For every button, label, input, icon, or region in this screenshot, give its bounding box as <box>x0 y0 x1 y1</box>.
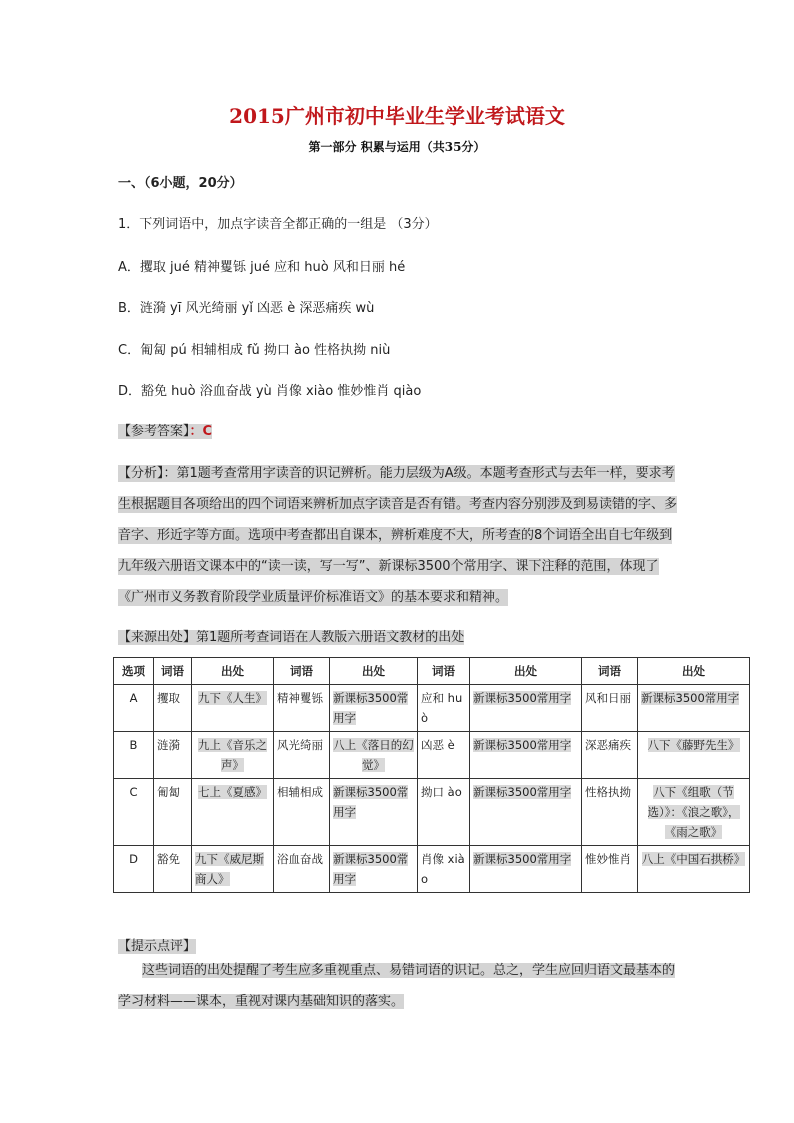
table-cell <box>638 846 750 893</box>
table-row <box>114 732 750 779</box>
part-subtitle: 第一部分 积累与运用（共35分） <box>308 140 486 154</box>
table-cell <box>470 779 582 846</box>
cell-text: 新课标3500常用字 <box>333 691 409 725</box>
cell-text: 七上《夏感》 <box>198 785 267 799</box>
option-c: C．匍匐 pú 相辅相成 fǔ 拗口 ào 性格执拗 niù <box>118 343 391 358</box>
option-b: B．涟漪 yī 风光绮丽 yǐ 凶恶 è 深恶痛疾 wù <box>118 301 375 316</box>
table-cell: 风和日丽 <box>582 685 638 732</box>
source-label: 【来源出处】第1题所考查词语在人教版六册语文教材的出处 <box>118 630 465 645</box>
table-cell: 惟妙惟肖 <box>582 846 638 893</box>
source-table <box>113 657 750 893</box>
table-cell <box>638 779 750 846</box>
table-header: 出处 <box>470 658 582 685</box>
reference-answer <box>118 420 212 439</box>
table-header: 出处 <box>638 658 750 685</box>
table-cell: 涟漪 <box>154 732 192 779</box>
table-header: 词语 <box>154 658 192 685</box>
table-cell: 精神矍铄 <box>274 685 330 732</box>
table-cell <box>192 779 274 846</box>
table-cell: 相辅相成 <box>274 779 330 846</box>
table-cell <box>330 779 418 846</box>
answer-label: 【参考答案】 <box>118 424 190 439</box>
table-cell: 拗口 ào <box>418 779 470 846</box>
table-header-row <box>114 658 750 685</box>
table-row <box>114 685 750 732</box>
table-cell: D <box>114 846 154 893</box>
cell-text: 九下《人生》 <box>198 691 267 705</box>
answer-value: ：C <box>189 424 213 439</box>
table-cell <box>192 732 274 779</box>
cell-text: 新课标3500常用字 <box>333 852 409 886</box>
table-cell <box>470 685 582 732</box>
table-cell <box>330 732 418 779</box>
table-header: 出处 <box>330 658 418 685</box>
cell-text: 八上《中国石拱桥》 <box>641 852 746 866</box>
table-cell: A <box>114 685 154 732</box>
cell-text: 九上《音乐之声》 <box>198 738 267 772</box>
cell-text: 新课标3500常用字 <box>473 738 572 752</box>
table-cell: 深恶痛疾 <box>582 732 638 779</box>
table-cell <box>470 732 582 779</box>
table-cell <box>638 685 750 732</box>
cell-text: 新课标3500常用字 <box>473 691 572 705</box>
analysis-paragraph <box>118 458 678 613</box>
table-cell: C <box>114 779 154 846</box>
section-heading: 一、（6小题，20分） <box>118 176 243 191</box>
table-cell: 风光绮丽 <box>274 732 330 779</box>
table-header: 词语 <box>274 658 330 685</box>
table-cell <box>192 685 274 732</box>
question-1: 1．下列词语中，加点字读音全都正确的一组是 （3分） <box>118 217 438 232</box>
table-cell: 性格执拗 <box>582 779 638 846</box>
comment-paragraph <box>118 955 678 1017</box>
table-header: 词语 <box>418 658 470 685</box>
table-cell <box>330 846 418 893</box>
cell-text: 八下《组歌（节选）》：《浪之歌》，《雨之歌》 <box>647 785 740 839</box>
source-heading <box>118 626 464 645</box>
document-title: 2015广州市初中毕业生学业考试语文 <box>229 104 565 128</box>
table-cell <box>192 846 274 893</box>
cell-text: 八下《藤野先生》 <box>647 738 740 752</box>
table-cell: 匍匐 <box>154 779 192 846</box>
table-cell: 浴血奋战 <box>274 846 330 893</box>
table-cell: B <box>114 732 154 779</box>
cell-text: 新课标3500常用字 <box>333 785 409 819</box>
hint-heading <box>118 935 196 954</box>
cell-text: 新课标3500常用字 <box>473 852 572 866</box>
table-cell: 凶恶 è <box>418 732 470 779</box>
comment-text: 这些词语的出处提醒了考生应多重视重点、易错词语的识记。总之，学生应回归语文最基本的学习材料——课本，重视对课内基础知识的落实。 <box>118 963 676 1009</box>
option-a: A．攫取 jué 精神矍铄 jué 应和 huò 风和日丽 hé <box>118 260 406 275</box>
table-header: 出处 <box>192 658 274 685</box>
cell-text: 九下《威尼斯商人》 <box>195 852 264 886</box>
table-cell: 豁免 <box>154 846 192 893</box>
table-header: 选项 <box>114 658 154 685</box>
cell-text: 新课标3500常用字 <box>473 785 572 799</box>
hint-label: 【提示点评】 <box>118 939 197 954</box>
cell-text: 新课标3500常用字 <box>641 691 740 705</box>
table-row <box>114 779 750 846</box>
table-cell <box>638 732 750 779</box>
analysis-text: 【分析】：第1题考查常用字读音的识记辨析。能力层级为A级。本题考查形式与去年一样，要求考生根据题目各项给出的四个词语来辨析加点字读音是否有错。考查内容分别涉及到易读错的字、多音字、形近字等方面。选项中考查都出自课本，辨析难度不大，所考查的8个词语全出自七年级到九年级六册语文课本中的“读一读，写一写”、新课标3500个常用字、课下注释的范围，体现了《广州市义务教育阶段学业质量评价标准语文》的基本要求和精神。 <box>118 466 678 605</box>
table-cell: 肖像 xiào <box>418 846 470 893</box>
table-row <box>114 846 750 893</box>
table-cell <box>330 685 418 732</box>
table-cell: 攫取 <box>154 685 192 732</box>
table-cell <box>470 846 582 893</box>
table-cell: 应和 huò <box>418 685 470 732</box>
cell-text: 八上《落日的幻觉》 <box>333 738 414 772</box>
table-header: 词语 <box>582 658 638 685</box>
option-d: D．豁免 huò 浴血奋战 yù 肖像 xiào 惟妙惟肖 qiào <box>118 384 422 399</box>
